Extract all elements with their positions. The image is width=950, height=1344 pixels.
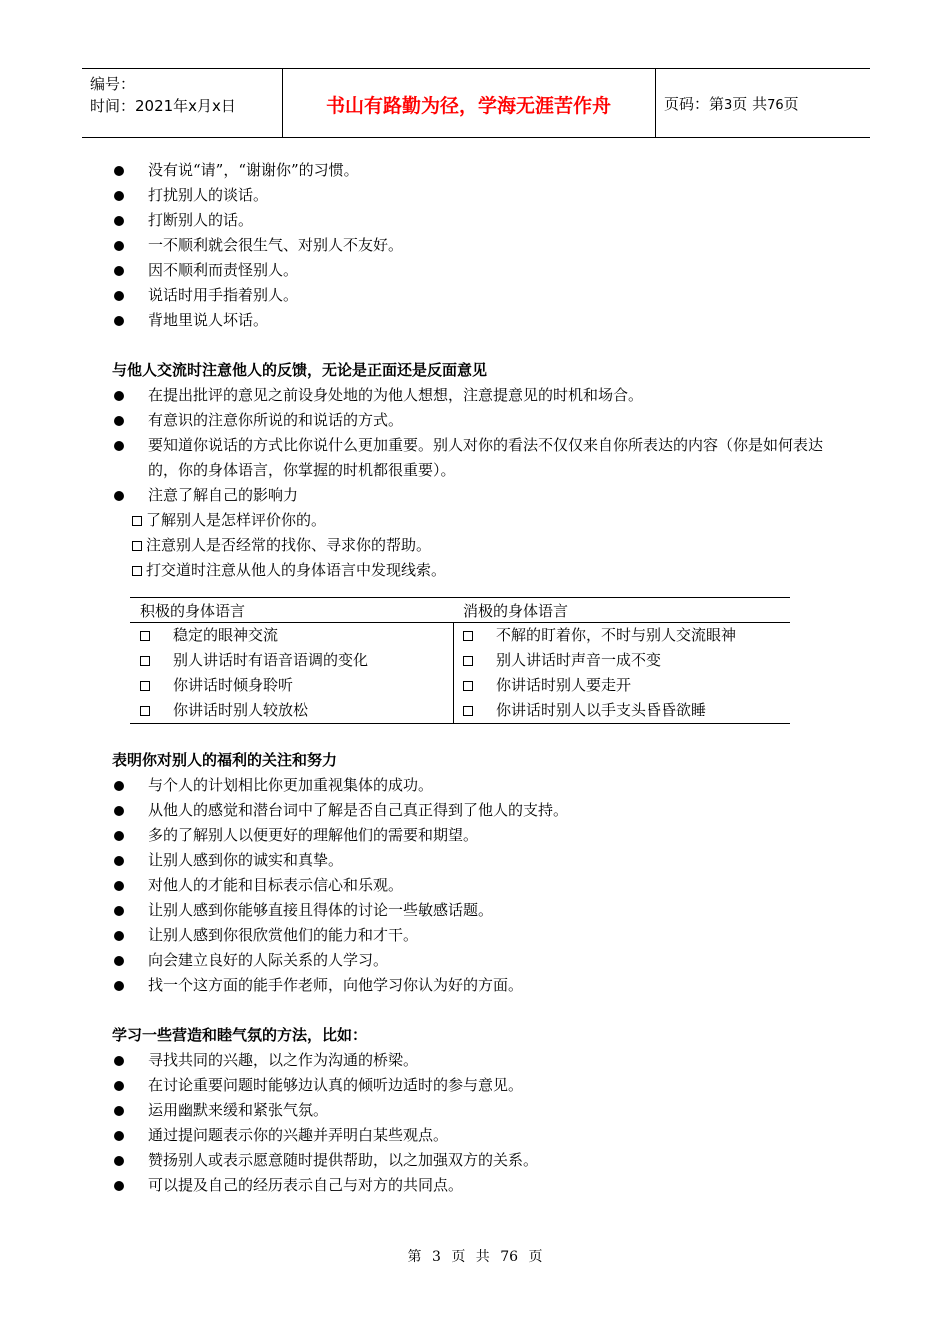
page-footer — [0, 1246, 950, 1266]
section-heading: 与他人交流时注意他人的反馈，无论是正面还是反面意见 — [112, 361, 488, 379]
sub-list-item: 了解别人是怎样评价你的。 — [112, 508, 842, 533]
sub-list-item: 注意别人是否经常的找你、寻求你的帮助。 — [112, 533, 842, 558]
body-language-table — [130, 597, 790, 724]
table-cell: 你讲话时别人以手支头昏昏欲睡 — [496, 701, 707, 719]
page-total: 76 — [767, 98, 784, 113]
bullet-list — [112, 773, 842, 998]
checkbox-square-icon — [463, 681, 473, 691]
bullet-icon — [114, 781, 124, 791]
bullet-icon — [114, 881, 124, 891]
bullet-icon — [114, 416, 124, 426]
bullet-icon — [114, 1081, 124, 1091]
table-cell: 不解的盯着你，不时与别人交流眼神 — [496, 626, 737, 644]
sub-list — [112, 508, 842, 583]
number-label: 编号： — [90, 75, 136, 93]
bullet-icon — [114, 266, 124, 276]
footer-page-number: 3 — [431, 1249, 441, 1265]
list-item: 多的了解别人以便更好的理解他们的需要和期望。 — [112, 823, 842, 848]
list-item: 让别人感到你很欣赏他们的能力和才干。 — [112, 923, 842, 948]
document-body — [112, 158, 842, 1198]
checkbox-square-icon — [140, 656, 150, 666]
table-row — [130, 673, 790, 698]
table-header-row — [130, 598, 790, 623]
header-page-info — [664, 93, 799, 114]
header-divider — [655, 69, 656, 137]
checkbox-square-icon — [463, 656, 473, 666]
bullet-icon — [114, 981, 124, 991]
bullet-icon — [114, 191, 124, 201]
table-row — [130, 623, 790, 648]
list-item: 没有说“请”，“谢谢你”的习惯。 — [112, 158, 842, 183]
page-suffix: 页 — [783, 95, 799, 113]
footer-prefix: 第 — [407, 1249, 422, 1265]
list-item: 让别人感到你能够直接且得体的讨论一些敏感话题。 — [112, 898, 842, 923]
bullet-icon — [114, 1131, 124, 1141]
page-header — [82, 68, 870, 138]
bullet-list — [112, 1048, 842, 1198]
list-item: 要知道你说话的方式比你说什么更加重要。别人对你的看法不仅仅来自你所表达的内容（你是如何表达的，你的身体语言，你掌握的时机都很重要）。 — [112, 433, 842, 483]
list-item: 赞扬别人或表示愿意随时提供帮助，以之加强双方的关系。 — [112, 1148, 842, 1173]
list-item: 找一个这方面的能手作老师，向他学习你认为好的方面。 — [112, 973, 842, 998]
positive-header: 积极的身体语言 — [140, 602, 246, 620]
table-cell: 你讲话时别人要走开 — [496, 676, 632, 694]
list-item: 背地里说人坏话。 — [112, 308, 842, 333]
table-body — [130, 623, 790, 723]
table-cell: 你讲话时别人较放松 — [173, 701, 309, 719]
page-mid: 页 共 — [732, 95, 768, 113]
list-item: 与个人的计划相比你更加重视集体的成功。 — [112, 773, 842, 798]
footer-suffix: 页 — [528, 1249, 543, 1265]
sub-list-item: 打交道时注意从他人的身体语言中发现线索。 — [112, 558, 842, 583]
bullet-icon — [114, 956, 124, 966]
checkbox-square-icon — [463, 706, 473, 716]
bullet-icon — [114, 1106, 124, 1116]
table-cell: 稳定的眼神交流 — [173, 626, 279, 644]
checkbox-square-icon — [463, 631, 473, 641]
list-item: 在讨论重要问题时能够边认真的倾听边适时的参与意见。 — [112, 1073, 842, 1098]
list-item: 向会建立良好的人际关系的人学习。 — [112, 948, 842, 973]
bullet-icon — [114, 1181, 124, 1191]
checkbox-square-icon — [140, 631, 150, 641]
checkbox-square-icon — [140, 681, 150, 691]
section-heading: 表明你对别人的福利的关注和努力 — [112, 751, 338, 769]
checkbox-square-icon — [132, 566, 142, 576]
bullet-icon — [114, 1156, 124, 1166]
header-meta — [90, 73, 236, 117]
bullet-icon — [114, 931, 124, 941]
list-item: 有意识的注意你所说的和说话的方式。 — [112, 408, 842, 433]
bullet-icon — [114, 441, 124, 451]
table-row — [130, 648, 790, 673]
list-item: 打断别人的话。 — [112, 208, 842, 233]
date-label: 时间：2021年x月x日 — [90, 97, 236, 115]
list-item: 打扰别人的谈话。 — [112, 183, 842, 208]
page-number: 3 — [724, 98, 733, 113]
footer-mid: 页 共 — [451, 1249, 490, 1265]
negative-header: 消极的身体语言 — [463, 602, 569, 620]
bullet-icon — [114, 806, 124, 816]
list-item: 可以提及自己的经历表示自己与对方的共同点。 — [112, 1173, 842, 1198]
bullet-icon — [114, 166, 124, 176]
checkbox-square-icon — [132, 516, 142, 526]
bullet-icon — [114, 291, 124, 301]
section-heading: 学习一些营造和睦气氛的方法，比如： — [112, 1026, 368, 1044]
bullet-icon — [114, 316, 124, 326]
list-item: 因不顺利而责怪别人。 — [112, 258, 842, 283]
bullet-icon — [114, 1056, 124, 1066]
motto: 书山有路勤为径，学海无涯苦作舟 — [325, 95, 611, 117]
footer-page-total: 76 — [500, 1249, 519, 1265]
bullet-list — [112, 383, 842, 508]
list-item: 通过提问题表示你的兴趣并弄明白某些观点。 — [112, 1123, 842, 1148]
list-item: 从他人的感觉和潜台词中了解是否自己真正得到了他人的支持。 — [112, 798, 842, 823]
table-cell: 别人讲话时声音一成不变 — [496, 651, 662, 669]
list-item: 一不顺利就会很生气、对别人不友好。 — [112, 233, 842, 258]
page-prefix: 页码：第 — [664, 95, 725, 113]
list-item: 寻找共同的兴趣，以之作为沟通的桥梁。 — [112, 1048, 842, 1073]
table-cell: 别人讲话时有语音语调的变化 — [173, 651, 369, 669]
list-item: 对他人的才能和目标表示信心和乐观。 — [112, 873, 842, 898]
bullet-icon — [114, 856, 124, 866]
bullet-icon — [114, 216, 124, 226]
list-item: 说话时用手指着别人。 — [112, 283, 842, 308]
bullet-icon — [114, 491, 124, 501]
checkbox-square-icon — [140, 706, 150, 716]
table-cell: 你讲话时倾身聆听 — [173, 676, 294, 694]
bullet-list — [112, 158, 842, 333]
list-item: 注意了解自己的影响力 — [112, 483, 842, 508]
checkbox-square-icon — [132, 541, 142, 551]
list-item: 让别人感到你的诚实和真挚。 — [112, 848, 842, 873]
bullet-icon — [114, 906, 124, 916]
bullet-icon — [114, 391, 124, 401]
table-row — [130, 698, 790, 723]
list-item: 运用幽默来缓和紧张气氛。 — [112, 1098, 842, 1123]
bullet-icon — [114, 831, 124, 841]
list-item: 在提出批评的意见之前设身处地的为他人想想，注意提意见的时机和场合。 — [112, 383, 842, 408]
bullet-icon — [114, 241, 124, 251]
